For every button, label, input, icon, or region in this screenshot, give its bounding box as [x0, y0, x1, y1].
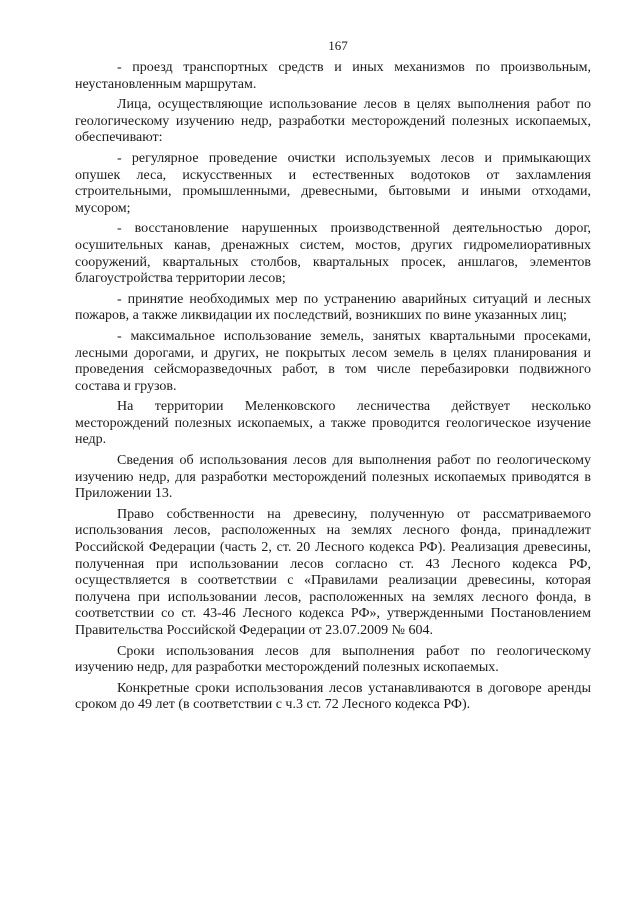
paragraph: На территории Меленковского лесничества действует несколько месторождений полезных ископаемых, а также проводится геологическое изучение недр. [75, 399, 591, 448]
page-number: 167 [328, 38, 348, 53]
body-text [75, 60, 591, 714]
paragraph: - принятие необходимых мер по устранению аварийных ситуаций и лесных пожаров, а также ликвидации их последствий, возникших по вине указанных лиц; [75, 291, 591, 324]
paragraph: Сведения об использования лесов для выполнения работ по геологическому изучению недр, для разработки месторождений полезных ископаемых приводятся в Приложении 13. [75, 453, 591, 502]
paragraph: - регулярное проведение очистки используемых лесов и примыкающих опушек леса, искусственных и естественных водотоков от захламления строительными, промышленными, древесными, бытовыми и иными отходами, мусором; [75, 150, 591, 216]
paragraph: - проезд транспортных средств и иных механизмов по произвольным, неустановленным маршрутам. [75, 60, 591, 92]
paragraph: Лица, осуществляющие использование лесов в целях выполнения работ по геологическому изучению недр, разработки месторождений полезных ископаемых, обеспечивают: [75, 97, 591, 146]
paragraph: - максимальное использование земель, занятых квартальными просеками, лесными дорогами, и других, не покрытых лесом земель в целях планирования и проведения сейсморазведочных работ, в том числе перебазировки подвижного состава и грузов. [75, 328, 591, 394]
paragraph: Право собственности на древесину, полученную от рассматриваемого использования лесов, расположенных на землях лесного фонда, принадлежит Российской Федерации (часть 2, ст. 20 Лесного кодекса РФ). Реализация древесины, полученная при использовании лесов согласно ст. 43 Лесного кодекса РФ, осуществляется в соответствии с «Правилами реализации древесины, которая получена при использовании лесов, расположенных на землях лесного фонда, в соответствии со ст. 43-46 Лесного кодекса РФ», утвержденными Постановлением Правительства Российской Федерации от 23.07.2009 № 604. [75, 506, 591, 638]
paragraph: Сроки использования лесов для выполнения работ по геологическому изучению недр, для разработки месторождений полезных ископаемых. [75, 643, 591, 676]
paragraph: - восстановление нарушенных производственной деятельностью дорог, осушительных канав, дренажных систем, мостов, других гидромелиоративных сооружений, квартальных столбов, квартальных просек, аншлагов, элементов благоустройства территории лесов; [75, 221, 591, 287]
paragraph: Конкретные сроки использования лесов устанавливаются в договоре аренды сроком до 49 лет (в соответствии с ч.3 ст. 72 Лесного кодекса РФ). [75, 680, 591, 713]
